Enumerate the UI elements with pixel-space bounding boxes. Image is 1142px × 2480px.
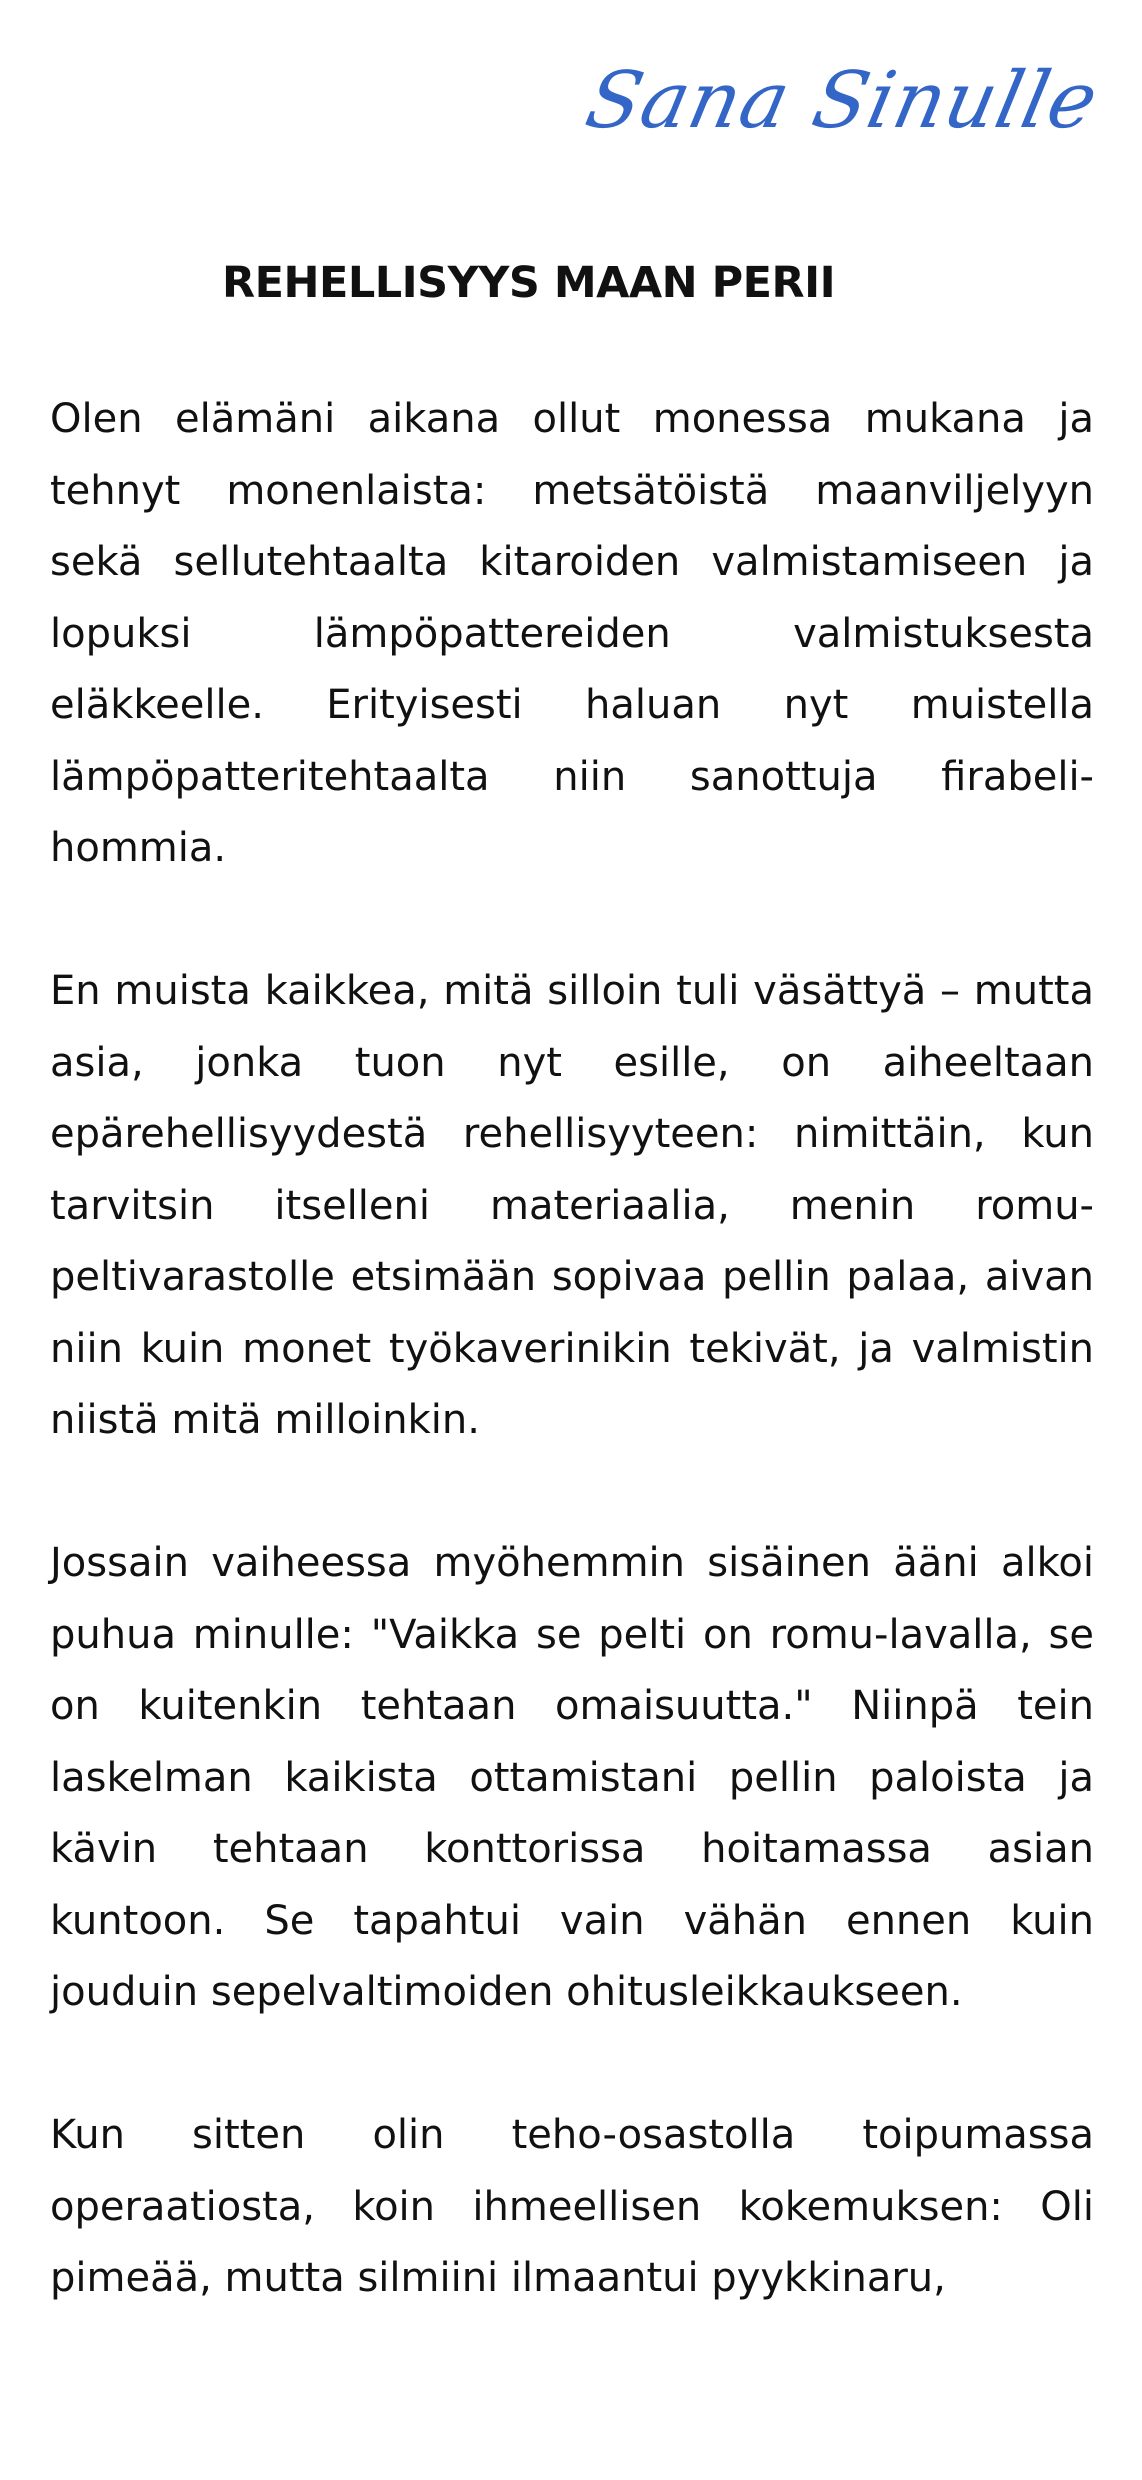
- paragraph: Kun sitten olin teho-osastolla toipumassa operaatiosta, koin ihmeellisen kokemuksen: Oli pimeää, mutta silmiini ilmaantui pyykkinaru,: [50, 2112, 1094, 2301]
- article-body: [50, 384, 1094, 2315]
- paragraph: En muista kaikkea, mitä silloin tuli väsättyä – mutta asia, jonka tuon nyt esille, on aiheeltaan epärehellisyydestä rehellisyyteen: nimittäin, kun tarvitsin itselleni materiaalia, menin romu-peltivarastolle etsimään sopivaa pellin palaa, aivan niin kuin monet työkaverinikin tekivät, ja valmistin niistä mitä milloinkin.: [50, 968, 1094, 1443]
- brand-logo: Sana Sinulle: [578, 56, 1106, 146]
- paragraph: Olen elämäni aikana ollut monessa mukana ja tehnyt monenlaista: metsätöistä maanviljelyyn sekä sellutehtaalta kitaroiden valmistamiseen ja lopuksi lämpöpattereiden valmistuksesta eläkkeelle. Erityisesti haluan nyt muistella lämpöpatteritehtaalta niin sanottuja firabeli-hommia.: [50, 396, 1094, 871]
- article-title: REHELLISYYS MAAN PERII: [222, 258, 836, 308]
- paragraph: Jossain vaiheessa myöhemmin sisäinen ääni alkoi puhua minulle: "Vaikka se pelti on romu-lavalla, se on kuitenkin tehtaan omaisuutta." Niinpä tein laskelman kaikista ottamistani pellin paloista ja kävin tehtaan konttorissa hoitamassa asian kuntoon. Se tapahtui vain vähän ennen kuin jouduin sepelvaltimoiden ohitusleikkaukseen.: [50, 1540, 1094, 2015]
